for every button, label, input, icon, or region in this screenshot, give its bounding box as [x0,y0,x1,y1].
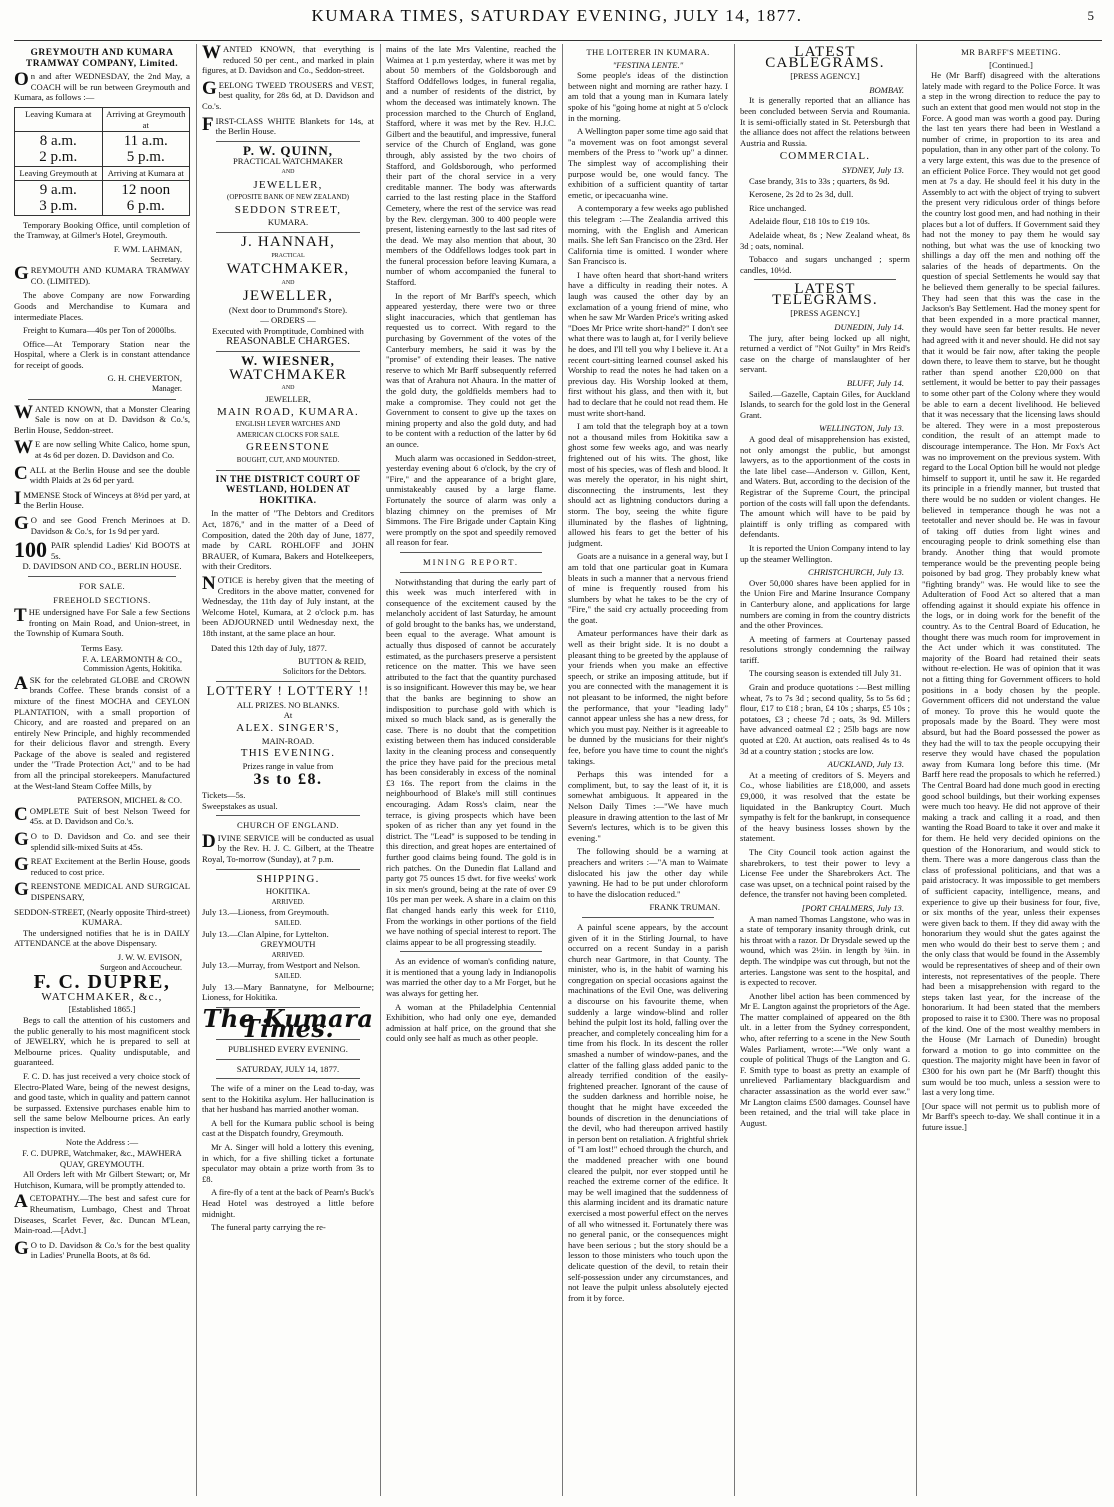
published-line: PUBLISHED EVERY EVENING. [228,1043,348,1054]
news-paragraph: Much alarm was occasioned in Seddon-street, yesterday evening about 6 o'clock, by the cry of "Fire," and the appearance of a bright glare, unmistakeably caused by a large flame. Fortunately the source of alarm was only a blazing chimney on the premises of Mr Simmons. The Fire Brigade under Captain King were promptly on the spot and speedily removed all reason for fear. [386,452,556,548]
separator [216,351,360,352]
lottery-at: At [283,710,293,721]
news-paragraph: The funeral party carrying the re- [211,1222,326,1233]
news-paragraph: Over 50,000 shares have been applied for in the Union Fire and Marine Insurance Company in Canterbury alone, and applications for large numbers are coming in from the country districts and the other Provinces. [740,577,910,631]
loiterer-heading: THE LOITERER IN KUMARA. [586,47,710,57]
dateline: AUCKLAND, July 13. [827,759,904,770]
news-paragraph: The City Council took action against the sharebrokers, to test their power to levy a License Fee under the Sharebrokers Act. The case was upset, on a technical point raised by the defence, the transfer not having been completed. [740,846,910,900]
sale-subheading: FREEHOLD SECTIONS. [53,594,151,605]
wiesner-role: WATCHMAKER [229,366,347,383]
lottery-sweepstakes: Sweepstakes as usual. [202,800,278,811]
continued-label: [Continued.] [989,59,1033,70]
dateline: SYDNEY, July 13. [842,164,904,175]
news-paragraph: A good deal of misapprehension has existed, not only amongst the public, but amongst lawyers, as to the apportionment of the costs in the late libel case—Anderson v. Gillon, Kent, and Waters. But, according to the decision of the Registrar of the Supreme Court, the principal portion of the costs will fall upon the defendants. The amount which will have to be paid by plaintiff is only trifling as compared with defendants. [740,434,910,540]
shipping-entry: July 13.—Lioness, from Greymouth. [202,907,329,918]
wiesner-line: BOUGHT, CUT, AND MOUNTED. [236,456,340,464]
sale-terms: Terms Easy. [81,642,123,653]
dispensary-heading: GREENSTONE MEDICAL AND SURGICAL DISPENSARY, [14,879,190,902]
arrived-label: ARRIVED. [271,897,305,906]
dupre-note: Note the Address :— [65,1137,139,1148]
lottery-tickets: Tickets—5s. [202,790,246,801]
cablegrams-heading: LATEST CABLEGRAMS. [765,44,885,71]
dateline: DUNEDIN, July 14. [834,322,904,333]
signature: F. WM. LAHMAN, [113,243,182,254]
news-paragraph: Amateur performances have their dark as well as their bright side. It is no doubt a pleasant thing to be greeted by the applause of your friends when you make an effective speech, or strike an imposing attitude, but if you are connected with the management it is not pleasant to be informed, the night before the performance, that your "leading lady" cannot appear unless she has a new dress, for which you must pay. Neither is it agreeable to be dunned by the musicians for their night's fee, before you have time to count the night's takings. [568,628,728,766]
lottery-amount: 3s to £8. [253,771,323,789]
loiterer-motto: "FESTINA LENTE." [612,59,684,70]
classified-ad: GREAT Excitement at the Berlin House, goods reduced to cost price. [14,854,190,877]
boots-ad: 100 PAIR splendid Ladies' Kid BOOTS at 5s. [14,537,190,563]
quinn-role: PRACTICAL WATCHMAKER [232,156,344,167]
wiesner-jeweller: JEWELLER, [265,394,311,405]
news-paragraph: Another libel action has been commenced by Mr E. Langton against the proprietors of the Age. The matter complained of appeared on the 8th ult. in a letter from the Sydney correspondent, who, after referring to a scene in the New South Wales Parliament, wrote:—"We only want a couple of political Thugs of the Langton and G. F. Smith type to boast as pretty an example of unrelieved Parliamentary blackguardism and character assassination as the world ever saw." Mr Langton claims £500 damages. Counsel have been retained, and the trial will take place in August. [740,990,910,1128]
dupre-address: F. C. DUPRE, Watchmaker, &c., MAWHERA QUAY, GREYMOUTH. [22,1148,182,1169]
church-heading: CHURCH OF ENGLAND. [237,820,339,831]
hannah-executed: Executed with Promptitude, Combined with [212,326,364,337]
news-paragraph: I have often heard that short-hand writers have a difficulty in reading their notes. A laugh was caused the other day by an exclamation of a young friend of mine, who when he saw Mr Warden Price's writing asked "Does Mr Price write short-hand?" I don't see what there was to laugh at, for I verily believe he does, and I'll tell you why I believe it. At a recent court-sitting learned counsel asked his Worship to read the notes he had taken on a previous day. His Worship looked at them, first without his glass, and then with it, but had to declare that he could not read them. He must write short-hand. [568,269,728,418]
timetable-header: Arriving at Greymouth at [102,107,190,131]
wiesner-name: W. WIESNER, [241,353,335,369]
news-paragraph: Rice unchanged. [749,202,807,213]
signature-role: Commission Agents, Hokitika. [83,664,182,674]
classified-ad: WE are now selling White Calico, home spun, at 4s 6d per dozen. D. Davidson and Co. [14,437,190,461]
quinn-town: KUMARA. [267,217,309,228]
press-agency: [PRESS AGENCY.] [790,71,860,82]
port-name: HOKITIKA. [265,886,311,897]
goods-heading: GREYMOUTH AND KUMARA TRAMWAY CO. (LIMITED). [14,263,190,286]
news-paragraph: The wife of a miner on the Lead to-day, was sent to the Hokitika asylum. Her hallucination is that her husband has married another woman. [202,1083,374,1115]
separator [216,1059,360,1060]
telegrams-heading: LATEST TELEGRAMS. [772,281,878,308]
hannah-role: WATCHMAKER, [226,261,350,278]
news-paragraph: Some people's ideas of the distinction between night and morning are rather hazy. I am told that a young man in Kumara lately spoke of his "going home at night at 5 o'clock in the morning. [568,70,728,123]
sale-heading: FOR SALE. [78,580,126,591]
timetable [14,107,190,216]
separator [216,869,360,870]
news-paragraph: The following should be a warning at preachers and writers :—"A man to Waimate dislocated his jaw the other day while yawning. He had to be put under chloroform to have the dislocation reduced." [568,846,728,899]
column-4 [568,44,728,1496]
classified-ad: GO to D. Davidson and Co. and see their splendid silk-mixed Suits at 45s. [14,829,190,852]
news-paragraph: mains of the late Mrs Valentine, reached the Waimea at 1 p.m yesterday, where it was met by about 50 members of the Goldsborough and Stafford Oddfellows lodges, in funeral regalia, and a number of residents of the district, by whom the deceased was intimately known. The procession marched to the Church of England, Stafford, where it was met by the Rev. H.J.C. Gilbert and the beautiful, and impressive, funeral service of the Church of England, was gone through, ably assisted by the two choirs of Stafford, and Goldsborough, who performed their part of the choral service in a very creditable manner. The body was afterwards carried to the last resting place in the Stafford Cemetery, where the rest of the service was read by the Rev. clergyman. 300 to 400 people were present, listening earnestly to the last sad rites of the dead. We may also mention that about, 30 members of the Oddfellows lodges took part in the funeral procession before leaving Kumara, a number of whom accompanied the funeral to Stafford. [386,44,556,288]
lottery-prizes: ALL PRIZES. NO BLANKS. [236,699,340,710]
news-paragraph: In the report of Mr Barff's speech, which appeared yesterday, there were two or three slight inaccuracies, which that gentleman has requested us to correct. With regard to the purchasing by Government of the votes of the Canterbury members, he said it was by the "promise" of extending their leases. The native reserve to which Mr Barff subsequently referred was that of Arahura not Ahaura. In the matter of the gold duty, the goldfields members had to make a compromise. They could not get the Government to consent to give up the taxes on mining property and also the gold duty, and had to be content with a reduction of the latter by 6d an ounce. [386,290,556,449]
notice-dated: Dated this 12th day of July, 1877. [211,642,327,653]
news-paragraph: A bell for the Kumara public school is being cast at the Dispatch foundry, Greymouth. [202,1117,374,1139]
news-paragraph: A painful scene appears, by the account given of it in the Stirling Journal, to have occurred on a recent Sunday in a parish church near Gartmore, in that County. The minister, who is, in the habit of warning his congregation on special occasions against the machinations of the Evil One, was delivering a discourse on his favourite theme, when suddenly a large window-blind and roller behind the pulpit lost its hold, falling over the preacher, and completely concealing him for a time from his flock. In its descent the roller smashed a number of window-panes, and the clatter of the falling glass added panic to the already terrified condition of the easily-frightened preacher. Ignorant of the cause of the sudden darkness and horrible noise, he thought that he might have exceeded the bounds of discretion in the denunciations of the devil, who had thereupon arrived hastily in person bent on retaliation. A frightful shriek of "I am lost!" echoed through the church, and the maddened preacher with one bound cleared the pulpit, nor ever stopped until he reached the extreme corner of the edifice. It may be well imagined that the suddenness of this alarming incident and its dramatic nature exercised a most powerful effect on the nerves of all who witnessed it. Fortunately there was no general panic, or the consequences might have been serious ; but the story should be a lesson to those ministers who touch upon the delicate question of the devil, to retain their self-possession under any circumstances, and not leave the pulpit unless absolutely ejected from it by force. [568,921,728,1303]
column-rule [916,44,917,1496]
classified-ad: FIRST-CLASS WHITE Blankets for 14s, at the Berlin House. [202,113,374,137]
news-paragraph: A meeting of farmers at Courtenay passed resolutions strongly condemning the railway tariff. [740,633,910,665]
classified-ad: GO to D. Davidson & Co.'s for the best quality in Ladies' Prunella Boots, at 8s 6d. [14,1237,190,1261]
signature-role: Solicitors for the Debtors. [282,666,366,676]
lottery-evening: THIS EVENING. [240,747,336,760]
lottery-road: MAIN-ROAD. [261,735,315,746]
signature: G. H. CHEVERTON, [107,373,182,384]
news-paragraph: The jury, after being locked up all night, returned a verdict of "Not Guilty" in Mrs Reid's case on the charge of manslaughter of her servant. [740,332,910,375]
signature-role: Secretary. [150,254,182,264]
shipping-heading: SHIPPING. [256,872,320,885]
separator [216,681,360,682]
news-paragraph: Perhaps this was intended for a compliment, but, to say the least of it, it is somewhat ambiguous. It appeared in the Nelson Daily Times :—"We have much pleasure in drawing attention to the last of Mr Severn's lectures, which is to be given this evening." [568,769,728,843]
news-paragraph: Sailed.—Gazelle, Captain Giles, for Auckland Islands, to search for the gold lost in the General Grant. [740,388,910,420]
time-cell: 11 a.m. 5 p.m. [102,132,190,167]
dispensary-address: SEDDON-STREET, (Nearly opposite Third-street) KUMARA. [14,906,190,928]
dateline: WELLINGTON, July 13. [819,423,904,434]
classified-ad: COMPLETE Suit of best Nelson Tweed for 45s. at D. Davidson and Co.'s. [14,803,190,827]
hannah-orders: — ORDERS — [260,315,316,326]
press-agency: [PRESS AGENCY.] [790,308,860,319]
top-rule [14,40,1102,41]
notice-text: NOTICE is hereby given that the meeting of Creditors in the above matter, convened for Wednesday, the 11th day of July instant, at the Welcome Hotel, Kumara, at 2 o'clock p.m. has been ADJOURNED until Wednesday next, the 18th instant, at the same place an hour. [202,572,374,638]
dateline: BLUFF, July 14. [846,378,904,389]
news-paragraph: The coursing season is extended till July 31. [749,668,902,679]
sailed-label: SAILED. [274,971,302,980]
sailed-label: SAILED. [274,918,302,927]
signature: J. W. W. EVISON, [117,951,182,962]
news-paragraph: Adelaide wheat, 8s ; New Zealand wheat, 8s 3d ; oats, nominal. [740,229,910,251]
column-3 [386,44,556,1496]
lottery-range: Prizes range in value from [242,760,334,771]
speech-paragraph: He (Mr Barff) disagreed with the alterations lately made with regard to the Police Force. It was a step in the wrong direction to reduce the pay to such an extent that good men would not stop in the Force. A good man was worth a good pay. During the last ten years there had been in Westland a number of crime, in proportion to its area and population, than in any other part of the colony. To a very large extent, this was due to the presence of an efficient Police Force. They would not get good men at 7s a day. He should feel it his duty in the Assembly to act with the object of trying to subvert the present very ridiculous order of things before the country lost good men, and had nothing in their places but a lot of duffers. If Government said they had not the money to pay them he would say nothing, but what was the use of knocking two shillings a day off the men and nothing off the salaries of the heads of departments. On the question of special Settlements he would say that he believed them generally to be special failures. They had seen that this was the case in the Jackson's Bay Settlement. Had the money spent for that been expended in a more practical manner, they would have seen far better results. He never had agreed with it and never should. He did not say that it would be fair now, after taking the people down there, to leave them to starve, but he thought rather than spend another £20,000 on that settlement, it would be better to pay their passages to some other part of the Colony where they would be able to earn a decent livelihood. He believed that it was necessary that the licensing laws should be altered. They were in a most preposterous condition, the result of an attempt made to discourage intemperance. The Hon. Mr Fox's Act was no improvement on the previous system. With regard to the Local Option bill he would not pledge himself to support it, until he saw it. He regarded its principle in a friendly manner, but trusted that there would be no sudden or violent changes. He believed in temperance though he was not a teetotaller and never should be. He was in favour of taking off duties from light wines and encouraging people to drink something else than brandy. Another thing that would promote temperance would be the preventing people being poisoned by bad grog. They probably knew what "fighting brandy" was. He would like to see the Adulteration of Food Act so altered that a man offending against it should expiate his offence in the logs, or in doing work for the benefit of the country. As to the Central Board of Education, he thought there was much room for improvement in the Act under which it was constituted. The majority of the Board had retained their seats without re-election. He was of opinion that it was not a fitting thing for Government officers to hold positions in a body chosen by the people. Government officers did not understand the value of money. To prove this he would quote the proposals made by the Board. They were most absurd, but had the Board possessed the power as they had the will to tax the people occupying their reserve they would have chased the population away from Kumara long before this time. (Mr Barff here read the proposals to which he referred.) The Central Board had done much good in erecting good school buildings, but their working expenses were much too heavy. He did not approve of their making a track and calling it a road, and then wanting the Road Board to take it over and make it for them. He held very decided opinions on the question of the Honorarium, and would stick to them. There was a more dangerous class than the class of professional politicians, and that was a paid aristocracy. It was impossible to get members of sufficient capacity, intelligence, means, and experience to give up their business for four, five, or six months of the year, unless their expenses were given back to them. If they did away with the honorarium they would shut the gates against the men who would do their best to serve them ; and the only class that would be found in the Assembly would be representatives of sheep and of their own interests, not representatives of the people. There had been a misapprehension with regard to the steps taken last year, for the increase of the honorarium. It had been stated that the members proposed to raise it to £300. There was no proposal of the kind. One of the most wealthy members in the House (Mr Larnach of Dunedin) brought forward a motion to go into committee on the question. The majority might have been in favor of £300 for his own part he (Mr Barff) thought this sum would be too much, unless a session were to last a very long time. [922,70,1100,1098]
dupre-text: F. C. D. has just received a very choice stock of Electro-Plated Ware, being of the newest designs, and good taste, which in quality and pattern cannot be surpassed. Extensive purchases enable him to sell the same below Melbourne prices. An early inspection is invited. [14,1070,190,1134]
signature: F. A. LEARMONTH & CO., [82,653,182,664]
signature: PATERSON, MICHEL & CO. [77,795,182,806]
separator [216,1078,360,1079]
separator [28,576,176,577]
signature-role: Manager. [152,384,182,394]
time-cell: 12 noon 6 p.m. [102,180,190,215]
dupre-orders: All Orders left with Mr Gilbert Stewart; or, Mr Hutchison, Kumara, will be promptly attended to. [14,1169,190,1190]
separator [216,470,360,471]
news-paragraph: It is reported the Union Company intend to lay up the steamer Wellington. [740,542,910,564]
separator [400,951,542,952]
dupre-established: [Established 1865.] [68,1004,136,1015]
lottery-venue: ALEX. SINGER'S, [236,722,340,735]
separator [400,572,542,573]
wiesner-line: AMERICAN CLOCKS FOR SALE. [236,430,340,439]
news-paragraph: Kerosene, 2s 2d to 2s 3d, dull. [749,189,854,200]
classified-ad: CALL at the Berlin House and see the double width Plaids at 2s 6d per yard. [14,462,190,486]
time-cell: 9 a.m. 3 p.m. [15,180,103,215]
shipping-entry: July 13.—Clan Alpine, for Lyttelton. [202,928,329,939]
news-paragraph: I am told that the telegraph boy at a town not a thousand miles from Hokitika saw a ghost some few weeks ago, and was nearly frightened out of his wits. The ghost, like most of his species, was of flesh and blood. It was merely the operator, in his night shirt, disconnecting the instruments, lest they should act as lightning conductors during a storm. The boy, seeing the white figure illuminated by the flashes of lightning, allowed his fears to get the better of his judgment. [568,421,728,548]
news-paragraph: Adelaide flour, £18 10s to £19 10s. [749,216,870,227]
column-1 [14,44,190,1496]
column-rule [562,44,563,1496]
timetable-header: Leaving Kumara at [15,107,103,131]
column-rule [734,44,735,1496]
time-cell: 8 a.m. 2 p.m. [15,132,103,167]
shipping-entry: July 13.—Mary Bannatyne, for Melbourne; Lioness, for Hokitika. [202,981,374,1003]
signature: FRANK TRUMAN. [649,902,720,913]
classified-ad: IMMENSE Stock of Winceys at 8½d per yard, at the Berlin House. [14,487,190,511]
nameplate: The Kumara Times. [202,1003,374,1044]
separator [28,399,176,400]
port-name: GREYMOUTH [260,939,316,950]
boots-ad-sig: D. DAVIDSON AND CO., BERLIN HOUSE. [22,561,182,572]
news-paragraph: As an evidence of woman's confiding nature, it is mentioned that a young lady in Indianopolis was married the other day to a Mr Forget, but he was always for getting her. [386,956,556,999]
news-paragraph: Case brandy, 31s to 33s ; quarters, 8s 9d. [749,175,890,186]
hannah-address: (Next door to Drummond's Store). [228,304,348,315]
news-paragraph: At a meeting of creditors of S. Meyers and Co., whose liabilities are £18,000, and assets £9,000, it was resolved that the estate be liquidated in the Bankruptcy Court. Much sympathy is felt for the bankrupt, in consequence of the heavy business losses shown by the statement. [740,769,910,844]
separator [216,141,360,142]
hannah-and: AND [281,279,295,286]
news-paragraph: Tobacco and sugars unchanged ; sperm candles, 10½d. [740,254,910,275]
mining-heading: MINING REPORT. [422,556,520,567]
dateline: CHRISTCHURCH, July 13. [808,567,904,578]
news-paragraph: A man named Thomas Langstone, who was in a state of temporary insanity through drink, cut his throat with a razor. Dr Drysdale sewed up the wound, which was 2½in. in length by ¾in. in depth. The windpipe was cut through, but not the arteries. Langstone was sent to the hospital, and is expected to recover. [740,913,910,988]
goods-text: Office—At Temporary Station near the Hospital, where a Clerk is in constant attendance for receipt of goods. [14,338,190,370]
dupre-subheading: WATCHMAKER, &c., [41,990,163,1003]
wiesner-greenstone: GREENSTONE [246,441,330,454]
wiesner-line: ENGLISH LEVER WATCHES AND [235,420,341,429]
column-rule [196,44,197,1496]
editor-note: [Our space will not permit us to publish more of Mr Barff's speech to-day. We shall continue it in a future issue.] [922,1100,1100,1132]
separator [216,815,360,816]
goods-text: Freight to Kumara—40s per Ton of 2000lbs. [23,325,177,336]
separator [400,552,542,553]
dateline: BOMBAY. [869,84,904,95]
signature: BUTTON & REID, [298,656,366,667]
page-number: 5 [1087,8,1094,23]
arrived-label: ARRIVED. [271,950,305,959]
classified-ad: GO and see Good French Merinoes at D. Davidson & Co.'s, for 1s 9d per yard. [14,513,190,536]
dupre-text: Begs to call the attention of his customers and the public generally to his most magnificent stock of JEWELRY, which he is prepared to sell at Melbourne prices. Quality undisputable, and guaranteed. [14,1014,190,1068]
news-paragraph: A woman at the Philadelphia Centennial Exhibition, who had only one eye, demanded admission at half price, on the ground that she could only see half as much as other people. [386,1001,556,1044]
news-paragraph: Grain and produce quotations :—Best milling wheat, 7s to 7s 3d ; second quality, 5s to 5s 6d ; flour, £17 to £18 ; bran, £4 10s ; sharps, £5 10s ; potatoes, £3 ; cheese 7d ; oats, 3s 9d. Millers have advanced oatmeal £2 ; 25lb bags are now quoted at £20. At auction, oats realised 4s to 4s 3d at a country station ; stocks are low. [740,682,910,756]
classified-ad: WANTED KNOWN, that everything is reduced 50 per cent., and marked in plain figures, at D. Davidson and Co., Seddon-street. [202,44,374,76]
news-paragraph: A contemporary a few weeks ago published this telegram :—The Zealandia arrived this morning, with the English and American mails. She left San Francisco on the 23rd. Her California time is omitted. I wonder where San Francisco is. [568,203,728,267]
hannah-charges: REASONABLE CHARGES. [226,335,350,347]
shipping-entry: July 13.—Murray, from Westport and Nelson. [202,960,361,971]
news-paragraph: Goats are a nuisance in a general way, but I am told that one particular goat in Kumara bleats in such a manner that a nervous friend of mine is frequently roused from his slumbers by what he takes to be the cry of "Fire," the said cry actually proceeding from the goat. [568,551,728,625]
signature-role: Surgeon and Accoucheur. [100,962,182,972]
masthead: KUMARA TIMES, SATURDAY EVENING, JULY 14, 1877. [311,6,803,25]
tramway-intro: On and after WEDNESDAY, the 2nd May, a COACH will be run between Greymouth and Kumara, as follows :— [14,69,190,103]
wiesner-and: AND [281,385,295,392]
court-text: In the matter of "The Debtors and Creditors Act, 1876," and in the matter of a Deed of Composition, dated the 20th day of June, 1877, made by CARL ROHLOFF and JOHN BRAUER, of Kumara, Bakers and Hotelkeepers, with their Creditors. [202,508,374,572]
quinn-and: AND [281,168,295,175]
timetable-header: Arriving at Kumara at [102,167,190,181]
separator [754,279,896,280]
news-paragraph: A Wellington paper some time ago said that "a movement was on foot amongst several members of the Press to "work up" a dinner. The simplest way of accomplishing their purpose would be, one would fancy. The exhibition of a sufficient quantity of tartar emetic, or ipecacuanha wine. [568,126,728,200]
quinn-jeweller: JEWELLER, [253,178,323,191]
dispensary-text: The undersigned notifies that he is in DAILY ATTENDANCE at the above Dispensary. [14,927,190,949]
column-5 [740,44,910,1496]
column-6 [922,44,1100,1496]
sale-text: THE undersigned have For Sale a few Sections fronting on Main Road, and Union-street, in the Township of Kumara South. [14,605,190,639]
dateline: [PORT CHALMERS, July 13. [801,902,904,913]
mining-paragraph: Notwithstanding that during the early part of this week was much interfered with in consequence of the excitement caused by the melancholy accident of last Saturday, he amount of gold brought to the banks has, we understand, been equal to the average. What amount is actually thus disposed of cannot be accurately estimated, as the purchasers preserve a persistent reticence on the matter. This we have seen attributed to the fact that the quantity purchased is so insignificant. However this may be, we hear that the banks are beginning to show an indisposition to purchase gold with which is mixed so much black sand, as is generally the case. There is no doubt that the competition existing between them has induced considerable laxity in the cleaning process and consequently the price they have paid for the precious metal has been considerably in excess of the nominal £3 16s. The report from the claims in the neighbourhood of Blake's mill still continues encouraging. Adam Ross's claim, near the terrace, is giving prospects which have been spoken of as richer than any yet found in the district. The "Lead" is supposed to be tending in this direction, and great hopes are entertained of further good claims being found. The gold is in rich patches. On the Dunedin flat Lalland and party got 75 ounces 15 dwt. for five weeks' work in six men's ground, being at the rate of over £9 10s per man per week. A share in a claim on this flat changed hands early this week for £110, From the workings in other portions of the field we have nothing of special interest to report. The claims appear to be all progressing steadily. [386,576,556,947]
hannah-jeweller: JEWELLER, [242,288,334,305]
column-rule [380,44,381,1496]
quinn-opposite: (OPPOSITE BANK OF NEW ZEALAND) [227,193,349,202]
hannah-name: J. HANNAH, [240,233,336,250]
quinn-name: P. W. QUINN, [243,142,333,158]
news-paragraph: It is generally reported that an alliance has been concluded between Servia and Roumania. It is semi-officially stated in St. Petersburgh that the alliance does not affect the relations between Austria and Russia. [740,95,910,148]
separator [582,917,714,918]
news-paragraph: A fire-fly of a tent at the back of Pearn's Buck's Head Hotel was destroyed a little before midnight. [202,1187,374,1219]
classified-ad: WANTED KNOWN, that a Monster Clearing Sale is now on at D. Davidson & Co.'s, Berlin House, Seddon-street. [14,401,190,435]
classified-ad: ACETOPATHY.—The best and safest cure for Rheumatism, Lumbago, Chest and Throat Diseases, Scarlet Fever, &c. Duncan M'Lean, Main-road.—[Advt.] [14,1191,190,1236]
dupre-heading: F. C. DUPRE, [33,971,171,994]
timetable-header: Leaving Greymouth at [15,167,103,181]
goods-text: The above Company are now Forwarding Goods and Merchandise to Kumara and intermediate Places. [14,290,190,322]
classified-ad: GEELONG TWEED TROUSERS and VEST, best quality, for 28s 6d, at D. Davidson and Co.'s. [202,77,374,111]
tramway-heading: GREYMOUTH AND KUMARA TRAMWAY COMPANY, Limited. [25,48,179,69]
edition-date: SATURDAY, JULY 14, 1877. [236,1063,340,1074]
wiesner-address: MAIN ROAD, KUMARA. [217,405,359,418]
coffee-ad: ASK for the celebrated GLOBE and CROWN brands Coffee. These brands consist of a mixture of the finest MOCHA and CEYLON PLANTATION, with a small proportion of Chicory, and are roasted and prepared on an entirely New Principle, and highly recommended for their delicious flavor and strength. Every Package of the above is sealed and registered under the "Trade Protection Act," and to be had from all the principal storekeepers. Manufactured at the West-land Steam Coffee Mills, by [14,672,190,791]
news-paragraph: Mr A. Singer will hold a lottery this evening, in which, for a five shilling ticket a fortunate speculator may obtain a prize worth from 3s to £8. [202,1142,374,1184]
separator [216,232,360,233]
barff-heading: MR BARFF'S MEETING. [961,47,1061,57]
court-heading: IN THE DISTRICT COURT OF WESTLAND, HOLDEN AT HOKITIKA. [215,474,361,506]
lottery-heading: LOTTERY ! LOTTERY !! [206,683,370,699]
commercial-heading: COMMERCIAL. [779,150,871,163]
church-text: DIVINE SERVICE will be conducted as usual by the Rev. H. J. C. Gilbert, at the Theatre Royal, To-morrow (Sunday), at 7 p.m. [202,830,374,864]
tramway-office: Temporary Booking Office, until completion of the Tramway, at Gilmer's Hotel, Greymouth. [14,219,190,241]
column-2 [202,44,374,1496]
hannah-practical: PRACTICAL [271,252,305,259]
quinn-street: SEDDON STREET, [234,203,342,216]
